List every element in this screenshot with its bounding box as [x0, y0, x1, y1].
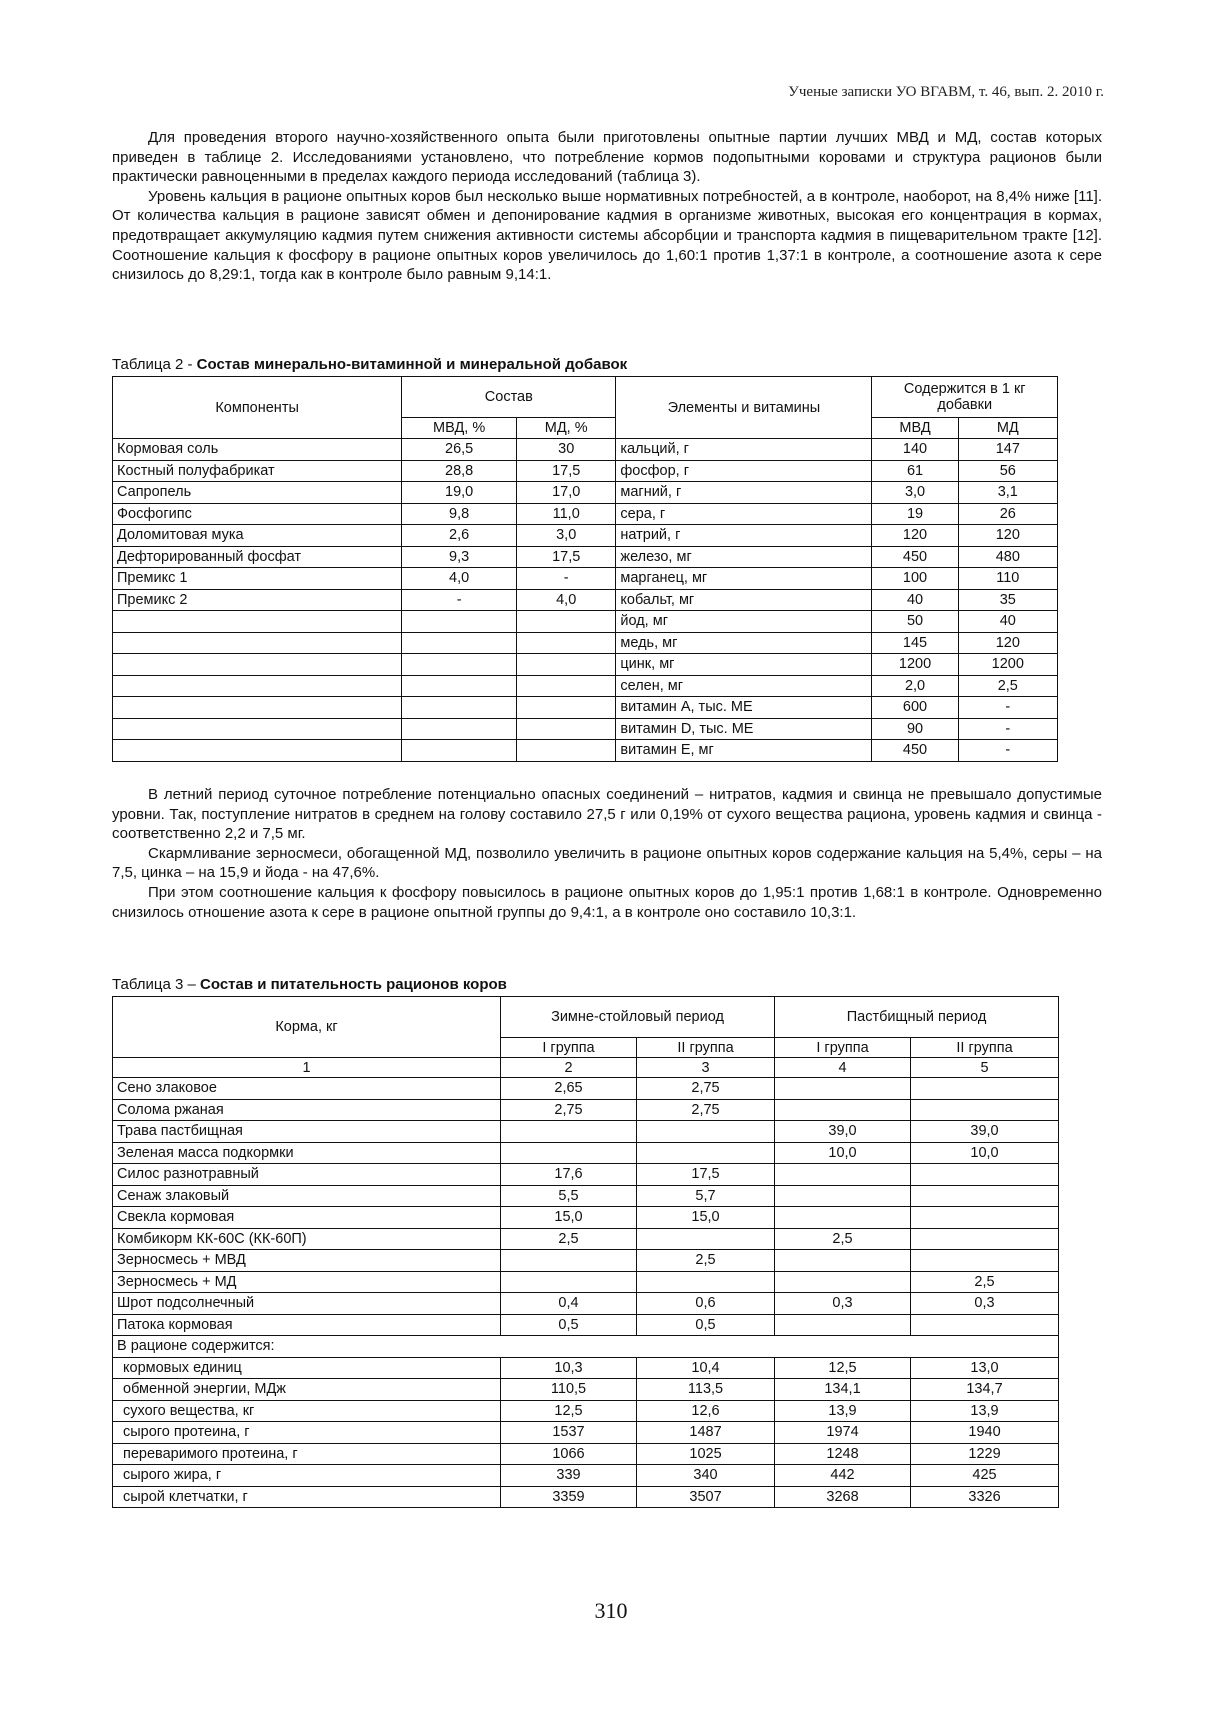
table-cell: 26,5: [402, 439, 517, 461]
table2-caption-prefix: Таблица 2 -: [112, 356, 197, 373]
table-cell: 2,5: [501, 1228, 637, 1250]
table-cell: 17,5: [517, 546, 616, 568]
table-cell: Сено злаковое: [113, 1078, 501, 1100]
table-cell: Комбикорм КК-60С (КК-60П): [113, 1228, 501, 1250]
t2-header-contains: Содержится в 1 кг добавки: [872, 377, 1058, 418]
table-cell: [637, 1228, 775, 1250]
paragraph: Для проведения второго научно-хозяйственного опыта были приготовлены опытные партии лучших МВД и МД, состав которых приведен в таблице 2. Исследованиями установлено, что потребление кормов подопытными коровами и структура рационов были практически равноценными в пределах каждого периода исследований (таблица 3).: [112, 129, 1102, 186]
table-cell: [775, 1078, 911, 1100]
table-cell: [113, 697, 402, 719]
table-cell: [911, 1228, 1059, 1250]
section-row: [113, 1336, 1059, 1358]
table-cell: 0,6: [637, 1293, 775, 1315]
table-cell: -: [958, 697, 1057, 719]
table-cell: Зерносмесь + МВД: [113, 1250, 501, 1272]
t2-header-elements: Элементы и витамины: [616, 377, 872, 439]
table-cell: [113, 632, 402, 654]
table-cell: кормовых единиц: [113, 1357, 501, 1379]
table-cell: 2,0: [872, 675, 958, 697]
table-row: [113, 1486, 1059, 1508]
table-cell: 2,75: [637, 1099, 775, 1121]
t2-header-components: Компоненты: [113, 377, 402, 439]
table-cell: [113, 611, 402, 633]
table-row: [113, 1228, 1059, 1250]
t3-col-number: 2: [501, 1058, 637, 1078]
table-cell: [775, 1250, 911, 1272]
table-cell: 3,0: [517, 525, 616, 547]
table-cell: 1248: [775, 1443, 911, 1465]
paragraph: При этом соотношение кальция к фосфору повысилось в рационе опытных коров до 1,95:1 против 1,68:1 в контроле. Одновременно снизилось отношение азота к сере в рационе опытной группы до 9,4:1, а в контроле оно составило 10,3:1.: [112, 883, 1102, 921]
table-cell: [402, 740, 517, 762]
table-cell: 19: [872, 503, 958, 525]
table-cell: [113, 675, 402, 697]
table-cell: [402, 654, 517, 676]
table-row: [113, 503, 1058, 525]
table-cell: 9,3: [402, 546, 517, 568]
table-cell: -: [958, 718, 1057, 740]
table-cell: 56: [958, 460, 1057, 482]
table3-caption-prefix: Таблица 3 –: [112, 976, 201, 993]
table-cell: 12,5: [775, 1357, 911, 1379]
table-row: [113, 460, 1058, 482]
table-cell: 61: [872, 460, 958, 482]
table-cell: кальций, г: [616, 439, 872, 461]
table-cell: Костный полуфабрикат: [113, 460, 402, 482]
table-cell: [775, 1099, 911, 1121]
table-row: [113, 589, 1058, 611]
table-cell: [637, 1121, 775, 1143]
table-cell: 3268: [775, 1486, 911, 1508]
table-cell: 2,65: [501, 1078, 637, 1100]
table-cell: 1200: [958, 654, 1057, 676]
table-cell: 15,0: [501, 1207, 637, 1229]
table-row: [113, 1078, 1059, 1100]
section-label: В рационе содержится:: [113, 1336, 1059, 1358]
table-cell: [517, 740, 616, 762]
table-cell: [775, 1207, 911, 1229]
table-cell: 2,5: [637, 1250, 775, 1272]
table-row: [113, 568, 1058, 590]
table-row: [113, 1357, 1059, 1379]
table-cell: Сапропель: [113, 482, 402, 504]
table-row: [113, 1250, 1059, 1272]
table-cell: 17,5: [517, 460, 616, 482]
table-cell: 3359: [501, 1486, 637, 1508]
t2-header-md-pct: МД, %: [517, 418, 616, 439]
table-cell: 17,6: [501, 1164, 637, 1186]
table-cell: [517, 632, 616, 654]
table-cell: Трава пастбищная: [113, 1121, 501, 1143]
table-cell: 2,75: [501, 1099, 637, 1121]
table-cell: 0,5: [501, 1314, 637, 1336]
table-row: [113, 740, 1058, 762]
table-row: [113, 439, 1058, 461]
t3-header-group2-pasture: II группа: [911, 1038, 1059, 1058]
table-cell: Силос разнотравный: [113, 1164, 501, 1186]
journal-header: Ученые записки УО ВГАВМ, т. 46, вып. 2. 2010 г.: [788, 84, 1104, 100]
table-cell: 110: [958, 568, 1057, 590]
table-cell: 134,7: [911, 1379, 1059, 1401]
table-cell: 35: [958, 589, 1057, 611]
table-cell: Патока кормовая: [113, 1314, 501, 1336]
table-row: [113, 1400, 1059, 1422]
table-cell: 5,7: [637, 1185, 775, 1207]
table-cell: 17,5: [637, 1164, 775, 1186]
table-cell: йод, мг: [616, 611, 872, 633]
table-row: [113, 1422, 1059, 1444]
page-number: 310: [594, 1598, 628, 1623]
table-cell: [911, 1078, 1059, 1100]
table-cell: 1200: [872, 654, 958, 676]
table-cell: 19,0: [402, 482, 517, 504]
table-cell: марганец, мг: [616, 568, 872, 590]
table-cell: [517, 611, 616, 633]
table-cell: [517, 675, 616, 697]
table-row: [113, 546, 1058, 568]
table-cell: -: [517, 568, 616, 590]
table-row: [113, 1465, 1059, 1487]
table-row: [113, 1207, 1059, 1229]
table-cell: Кормовая соль: [113, 439, 402, 461]
table-cell: 120: [958, 632, 1057, 654]
table-cell: 4,0: [517, 589, 616, 611]
table2-caption: [112, 356, 627, 373]
table-cell: 450: [872, 546, 958, 568]
table-cell: 5,5: [501, 1185, 637, 1207]
table-cell: [775, 1271, 911, 1293]
table-cell: сырой клетчатки, г: [113, 1486, 501, 1508]
table-cell: селен, мг: [616, 675, 872, 697]
table-cell: 3,1: [958, 482, 1057, 504]
table-cell: 340: [637, 1465, 775, 1487]
table-row: [113, 1121, 1059, 1143]
intro-text: [112, 128, 1102, 285]
table-cell: 12,5: [501, 1400, 637, 1422]
table-cell: 2,5: [775, 1228, 911, 1250]
table-cell: 442: [775, 1465, 911, 1487]
table-cell: Зерносмесь + МД: [113, 1271, 501, 1293]
table-cell: 450: [872, 740, 958, 762]
table-row: [113, 1142, 1059, 1164]
table3-body: [113, 1078, 1059, 1508]
table-cell: Свекла кормовая: [113, 1207, 501, 1229]
table-cell: Премикс 2: [113, 589, 402, 611]
table-cell: сухого вещества, кг: [113, 1400, 501, 1422]
t3-col-number: 1: [113, 1058, 501, 1078]
table-cell: [637, 1142, 775, 1164]
table-cell: 10,0: [911, 1142, 1059, 1164]
table-cell: [402, 675, 517, 697]
table-cell: 0,5: [637, 1314, 775, 1336]
table-cell: [637, 1271, 775, 1293]
t3-col-number: 3: [637, 1058, 775, 1078]
table-cell: 90: [872, 718, 958, 740]
table-cell: 2,75: [637, 1078, 775, 1100]
table-cell: 9,8: [402, 503, 517, 525]
table-cell: [402, 611, 517, 633]
table2-body: [113, 439, 1058, 762]
table-row: [113, 1443, 1059, 1465]
table-cell: [402, 718, 517, 740]
table-cell: 1229: [911, 1443, 1059, 1465]
t3-header-feeds: Корма, кг: [113, 997, 501, 1058]
table-cell: 30: [517, 439, 616, 461]
table-cell: Фосфогипс: [113, 503, 402, 525]
table-cell: [911, 1314, 1059, 1336]
table-cell: обменной энергии, МДж: [113, 1379, 501, 1401]
table-cell: 10,3: [501, 1357, 637, 1379]
table-cell: 3326: [911, 1486, 1059, 1508]
table-cell: 0,3: [775, 1293, 911, 1315]
table-row: [113, 697, 1058, 719]
table-cell: 13,9: [911, 1400, 1059, 1422]
table-cell: Сенаж злаковый: [113, 1185, 501, 1207]
table-cell: 120: [872, 525, 958, 547]
table-cell: 110,5: [501, 1379, 637, 1401]
table-cell: 100: [872, 568, 958, 590]
table-cell: сырого жира, г: [113, 1465, 501, 1487]
table-cell: 145: [872, 632, 958, 654]
table-cell: фосфор, г: [616, 460, 872, 482]
table-cell: 15,0: [637, 1207, 775, 1229]
table-cell: 3,0: [872, 482, 958, 504]
table-cell: 13,9: [775, 1400, 911, 1422]
table-cell: цинк, мг: [616, 654, 872, 676]
table-cell: витамин D, тыс. МЕ: [616, 718, 872, 740]
table-cell: 26: [958, 503, 1057, 525]
table-cell: [501, 1121, 637, 1143]
table-cell: 39,0: [911, 1121, 1059, 1143]
table-cell: 2,5: [911, 1271, 1059, 1293]
table-cell: [501, 1142, 637, 1164]
table-cell: витамин Е, мг: [616, 740, 872, 762]
table2: [112, 376, 1058, 762]
table-cell: [775, 1314, 911, 1336]
t3-header-group2-winter: II группа: [637, 1038, 775, 1058]
table-cell: 11,0: [517, 503, 616, 525]
table-cell: 39,0: [775, 1121, 911, 1143]
t2-header-composition: Состав: [402, 377, 616, 418]
table-cell: 28,8: [402, 460, 517, 482]
table-cell: 134,1: [775, 1379, 911, 1401]
table-cell: магний, г: [616, 482, 872, 504]
table-row: [113, 1314, 1059, 1336]
table-row: [113, 1271, 1059, 1293]
t3-header-group1-pasture: I группа: [775, 1038, 911, 1058]
table-cell: сырого протеина, г: [113, 1422, 501, 1444]
table-row: [113, 654, 1058, 676]
table-row: [113, 1164, 1059, 1186]
table-cell: 0,4: [501, 1293, 637, 1315]
table-row: [113, 482, 1058, 504]
table-cell: 1487: [637, 1422, 775, 1444]
table-cell: 13,0: [911, 1357, 1059, 1379]
table-cell: натрий, г: [616, 525, 872, 547]
table-cell: 2,6: [402, 525, 517, 547]
table-cell: 1066: [501, 1443, 637, 1465]
table-cell: 1537: [501, 1422, 637, 1444]
table-cell: [501, 1250, 637, 1272]
table-cell: Доломитовая мука: [113, 525, 402, 547]
table-row: [113, 718, 1058, 740]
table-cell: витамин А, тыс. МЕ: [616, 697, 872, 719]
table-cell: -: [402, 589, 517, 611]
table-cell: [517, 697, 616, 719]
table-cell: 480: [958, 546, 1057, 568]
table-cell: 10,0: [775, 1142, 911, 1164]
table-cell: [911, 1164, 1059, 1186]
table-row: [113, 611, 1058, 633]
table-cell: [911, 1185, 1059, 1207]
table-cell: железо, мг: [616, 546, 872, 568]
table-cell: [501, 1271, 637, 1293]
table-cell: 40: [872, 589, 958, 611]
table-cell: Дефторированный фосфат: [113, 546, 402, 568]
table-cell: 10,4: [637, 1357, 775, 1379]
table-cell: 17,0: [517, 482, 616, 504]
t2-header-mvd-pct: МВД, %: [402, 418, 517, 439]
table-cell: [113, 654, 402, 676]
table-cell: [775, 1164, 911, 1186]
table-cell: -: [958, 740, 1057, 762]
table-cell: [113, 740, 402, 762]
table-cell: 425: [911, 1465, 1059, 1487]
table-cell: переваримого протеина, г: [113, 1443, 501, 1465]
table-row: [113, 1293, 1059, 1315]
paragraph: Скармливание зерносмеси, обогащенной МД, позволило увеличить в рационе опытных коров содержание кальция на 5,4%, серы – на 7,5, цинка – на 15,9 и йода - на 47,6%.: [112, 844, 1102, 882]
table-cell: кобальт, мг: [616, 589, 872, 611]
table-cell: [775, 1185, 911, 1207]
table-cell: [402, 697, 517, 719]
table-cell: Премикс 1: [113, 568, 402, 590]
table3: [112, 996, 1059, 1508]
table-cell: [402, 632, 517, 654]
table-cell: [911, 1250, 1059, 1272]
table-cell: 50: [872, 611, 958, 633]
table-row: [113, 1099, 1059, 1121]
table-row: [113, 1185, 1059, 1207]
t3-header-group1-winter: I группа: [501, 1038, 637, 1058]
table-cell: 339: [501, 1465, 637, 1487]
table-cell: 147: [958, 439, 1057, 461]
table-cell: 3507: [637, 1486, 775, 1508]
table-cell: 600: [872, 697, 958, 719]
mid-text: [112, 785, 1102, 922]
table-row: [113, 525, 1058, 547]
t2-header-mvd: МВД: [872, 418, 958, 439]
table-cell: 1940: [911, 1422, 1059, 1444]
table-cell: [911, 1099, 1059, 1121]
table-cell: 1025: [637, 1443, 775, 1465]
t3-header-pasture: Пастбищный период: [775, 997, 1059, 1038]
paragraph: В летний период суточное потребление потенциально опасных соединений – нитратов, кадмия и свинца не превышало допустимые уровни. Так, поступление нитратов в среднем на голову составило 27,5 г или 0,19% от сухого вещества рациона, уровень кадмия и свинца - соответственно 2,2 и 7,5 мг.: [112, 786, 1102, 843]
table-cell: 140: [872, 439, 958, 461]
table2-caption-title: Состав минерально-витаминной и минеральной добавок: [196, 356, 628, 373]
table-cell: 113,5: [637, 1379, 775, 1401]
t2-header-md: МД: [958, 418, 1057, 439]
table-row: [113, 1379, 1059, 1401]
table-cell: [517, 718, 616, 740]
t3-col-number: 4: [775, 1058, 911, 1078]
table-cell: [113, 718, 402, 740]
table-cell: 120: [958, 525, 1057, 547]
t3-col-number: 5: [911, 1058, 1059, 1078]
table-cell: [911, 1207, 1059, 1229]
table3-caption: [112, 976, 507, 993]
table-cell: 0,3: [911, 1293, 1059, 1315]
t3-header-winter: Зимне-стойловый период: [501, 997, 775, 1038]
table-cell: [517, 654, 616, 676]
table-cell: 40: [958, 611, 1057, 633]
table-row: [113, 675, 1058, 697]
table-cell: 2,5: [958, 675, 1057, 697]
table-cell: 12,6: [637, 1400, 775, 1422]
table-row: [113, 632, 1058, 654]
paragraph: Уровень кальция в рационе опытных коров был несколько выше нормативных потребностей, а в контроле, наоборот, на 8,4% ниже [11]. От количества кальция в рационе зависят обмен и депонирование кадмия в организме животных, высокая его концентрация в кормах, предотвращает аккумуляцию кадмия путем снижения активности системы абсорбции и транспорта кадмия в пищеварительном тракте [12]. Соотношение кальция к фосфору в рационе опытных коров увеличилось до 1,60:1 против 1,37:1 в контроле, а соотношение азота к сере снизилось до 8,29:1, тогда как в контроле было равным 9,14:1.: [112, 187, 1102, 284]
table-cell: медь, мг: [616, 632, 872, 654]
table-cell: Зеленая масса подкормки: [113, 1142, 501, 1164]
table-cell: сера, г: [616, 503, 872, 525]
table-cell: Шрот подсолнечный: [113, 1293, 501, 1315]
table3-caption-title: Состав и питательность рационов коров: [200, 976, 507, 993]
table-cell: 1974: [775, 1422, 911, 1444]
table-cell: Солома ржаная: [113, 1099, 501, 1121]
table-cell: 4,0: [402, 568, 517, 590]
